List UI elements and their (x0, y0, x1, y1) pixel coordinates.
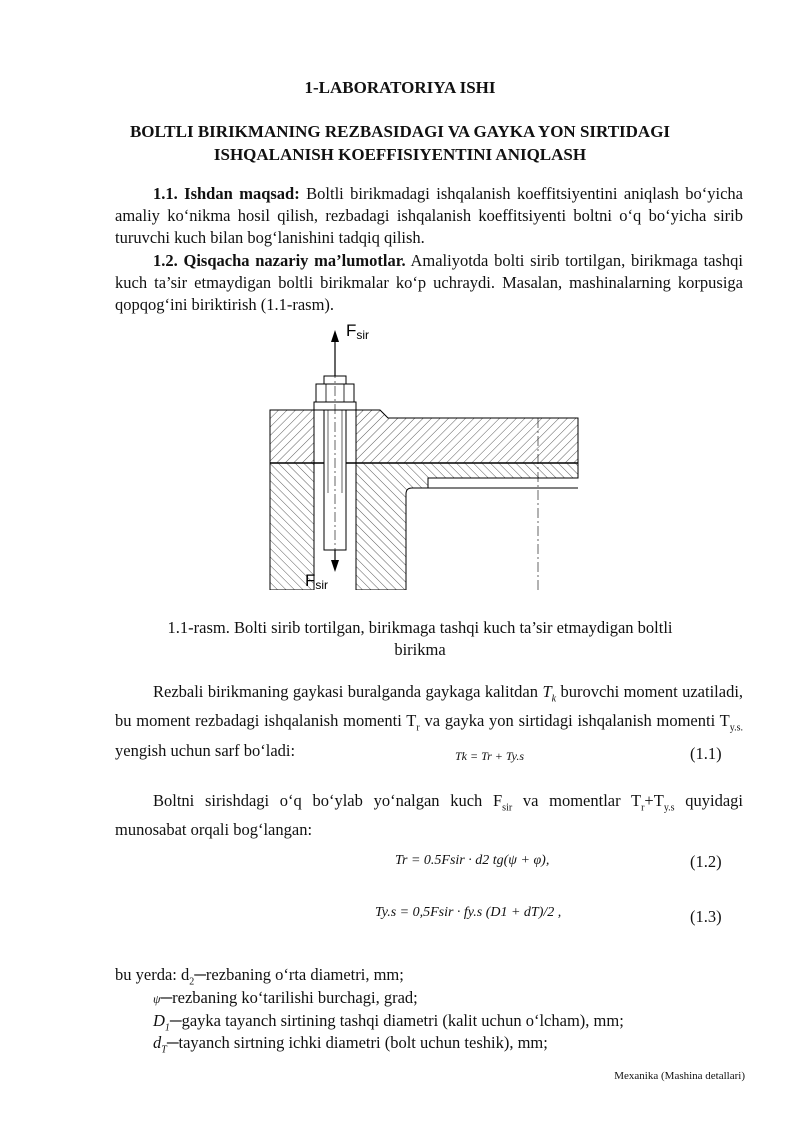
section-purpose (115, 183, 743, 249)
lab-heading: 1-LABORATORIYA ISHI (304, 78, 496, 97)
cover-plate (270, 410, 314, 463)
definition-dT: $d_T─tayanch$ sirtning ichki diametri (bolt uchun teshik), mm; (153, 1033, 548, 1056)
force-label-bottom: Fsir (305, 571, 329, 590)
definition-psi: ψ─rezbaning ko‘tarilishi burchagi, grad; (153, 988, 418, 1007)
section-theory-label: 1.2. Qisqacha nazariy ma’lumotlar. (153, 251, 406, 270)
section-purpose-label: 1.1. Ishdan maqsad: (153, 184, 300, 203)
figure-caption-line-1: 1.1-rasm. Bolti sirib tortilgan, birikmaga tashqi kuch ta’sir etmaydigan boltli (167, 618, 673, 637)
equation-1-3-number: (1.3) (690, 907, 722, 926)
section-theory (115, 250, 743, 316)
definition-D1: $D_1─gayka$ tayanch sirtining tashqi diametri (kalit uchun o‘lcham), mm; (153, 1011, 624, 1034)
page-footer: Mexanika (Mashina detallari) (614, 1070, 745, 1082)
paragraph-torque: Rezbali birikmaning gaykasi buralganda gaykaga kalitdan $T_k$ burovchi moment uzatiladi, bu moment rezbadagi ishqalanish momenti $T_r$ va gayka yon sirtidagi ishqalanish momenti $T_{y.s.}$ yengish uchun sarf bo‘ladi: (115, 682, 744, 760)
bolted-joint-figure (260, 318, 590, 590)
equation-1-1-number: (1.1) (690, 744, 722, 763)
figure-caption-line-2: birikma (394, 640, 446, 659)
paragraph-force: Boltni sirishdagi o‘q bo‘ylab yo‘nalgan kuch $F_{sir}$ va momentlar $T_r+T_{y.s}$ quyidagi munosabat orqali bog‘langan: (115, 791, 743, 840)
title-line-2: ISHQALANISH KOEFFISIYENTINI ANIQLASH (213, 145, 587, 164)
equation-1-2: Tr = 0.5Fsir · d2 tg(ψ + φ), (395, 853, 550, 868)
definition-d2: bu yerda: $d_2─rezbaning$ o‘rta diametri, mm; (115, 965, 404, 988)
section-theory-text: Amaliyotda bolti sirib tortilgan, birikmaga tashqi kuch ta’sir etmaydigan boltli birikmalar ko‘p uchraydi. Masalan, mashinalarning korpusiga qopqog‘ini biriktirish (1.1-rasm). (115, 251, 743, 314)
equation-1-2-number: (1.2) (690, 852, 722, 871)
title-line-1: BOLTLI BIRIKMANING REZBASIDAGI VA GAYKA YON SIRTIDAGI (129, 122, 671, 141)
force-label-top: Fsir (346, 321, 370, 342)
section-purpose-text: Boltli birikmadagi ishqalanish koeffitsiyentini aniqlash bo‘yicha amaliy ko‘nikma hosil qilish, rezbadagi ishqalanish koeffitsiyenti boltni o‘q bo‘yicha sirib turuvchi kuch bilan bog‘lanishini tadqiq qilish. (115, 184, 744, 247)
equation-1-3: Ty.s = 0,5Fsir · fy.s (D1 + dT)/2 , (375, 905, 562, 920)
equation-1-1: Tk = Tr + Ty.s (455, 749, 524, 763)
